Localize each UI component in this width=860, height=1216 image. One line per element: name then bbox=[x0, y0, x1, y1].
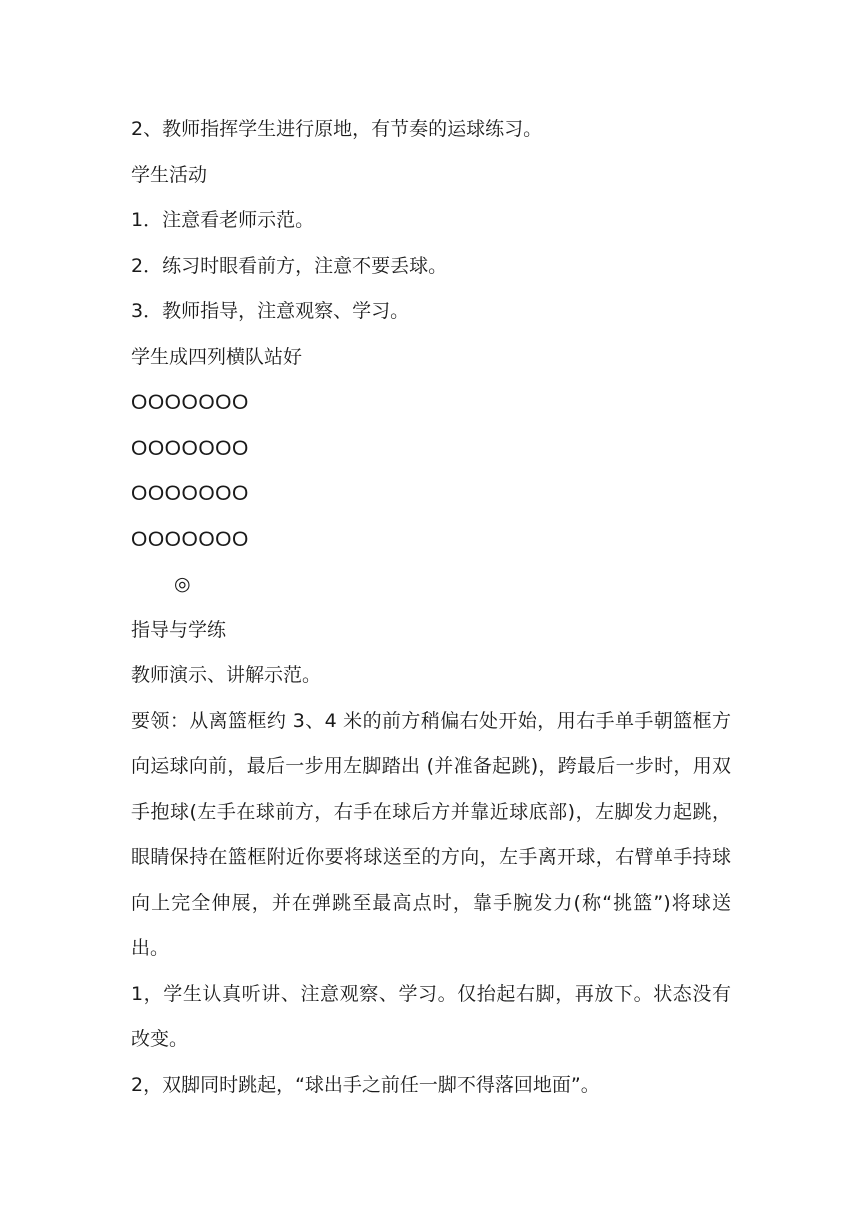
paragraph-key-points: 要领：从离篮框约 3、4 米的前方稍偏右处开始，用右手单手朝篮框方向运球向前，最后一步用左脚踏出 (并准备起跳)，跨最后一步时，用双手抱球(左手在球前方，右手在球后方并靠近球底部)，左脚发力起跳，眼睛保持在篮框附近你要将球送至的方向，左手离开球，右臂单手持球向上完全伸展，并在弹跳至最高点时，靠手腕发力(称“挑篮”)将球送出。 bbox=[131, 709, 731, 959]
document-body bbox=[131, 107, 731, 1108]
paragraph-teacher-command: 2、教师指挥学生进行原地，有节奏的运球练习。 bbox=[131, 118, 543, 140]
paragraph-note-2: 2，双脚同时跳起，“球出手之前任一脚不得落回地面”。 bbox=[131, 1073, 600, 1096]
formation-caption: 学生成四列横队站好 bbox=[131, 345, 303, 368]
list-item-2: 2．练习时眼看前方，注意不要丢球。 bbox=[131, 254, 448, 277]
formation-row-4: OOOOOOO bbox=[131, 527, 249, 551]
teacher-position-symbol: ◎ bbox=[174, 573, 191, 595]
formation-row-3: OOOOOOO bbox=[131, 482, 249, 505]
formation-row-1: OOOOOOO bbox=[131, 391, 249, 414]
formation-diagram bbox=[131, 380, 731, 608]
formation-row-2: OOOOOOO bbox=[131, 436, 249, 460]
heading-student-activity: 学生活动 bbox=[131, 163, 208, 186]
paragraph-demo: 教师演示、讲解示范。 bbox=[131, 664, 322, 686]
list-item-3: 3．教师指导，注意观察、学习。 bbox=[131, 300, 410, 322]
paragraph-note-1: 1，学生认真听讲、注意观察、学习。仅抬起右脚，再放下。状态没有改变。 bbox=[131, 982, 731, 1050]
section-heading-guidance: 指导与学练 bbox=[131, 618, 227, 641]
list-item-1: 1．注意看老师示范。 bbox=[131, 209, 315, 231]
